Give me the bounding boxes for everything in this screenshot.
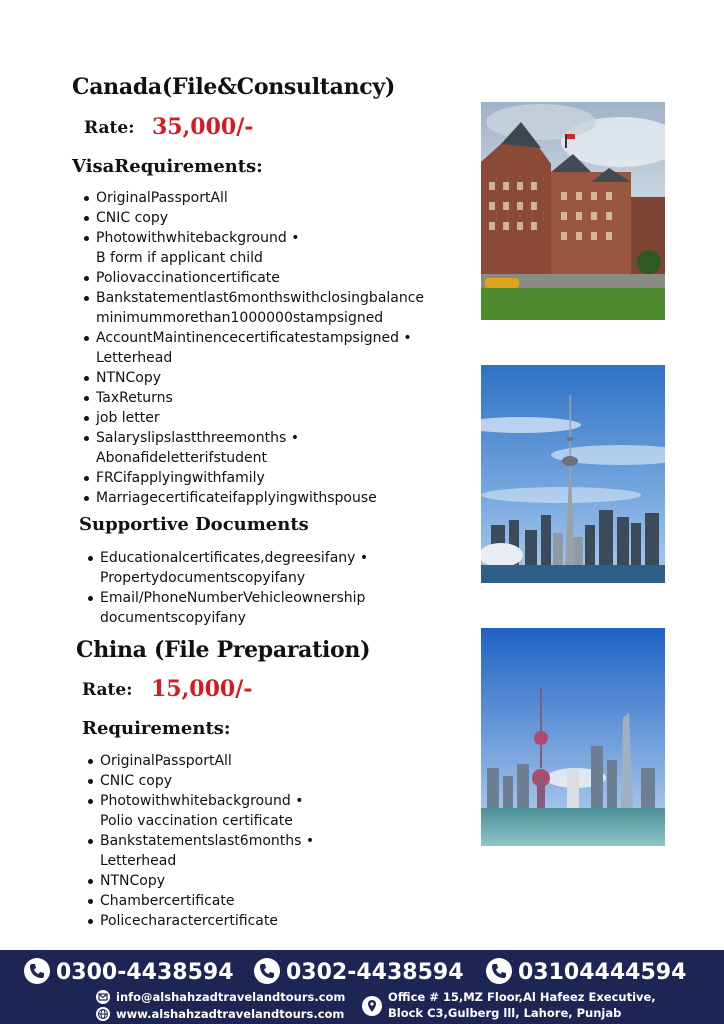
phone-3-text: 03104444594	[518, 960, 687, 985]
list-item-text: Salaryslipslastthreemonths •	[96, 430, 299, 446]
location-icon	[362, 996, 382, 1016]
list-item	[82, 408, 462, 428]
canada-supportive-list	[86, 548, 466, 628]
canada-rate-value: 35,000/-	[152, 114, 254, 140]
list-item	[86, 911, 466, 931]
list-item-text-continued: Propertydocumentscopyifany	[100, 570, 306, 586]
list-item-text-continued: B form if applicant child	[96, 250, 263, 266]
address-line-1: Office # 15,MZ Floor,Al Hafeez Executive,	[388, 990, 656, 1004]
email-link[interactable]	[96, 990, 345, 1005]
canada-supportive-title: Supportive Documents	[79, 514, 309, 535]
list-item	[82, 468, 462, 488]
list-item-text: Poliovaccinationcertificate	[96, 270, 280, 286]
email-text: info@alshahzadtravelandtours.com	[116, 990, 346, 1004]
canada-requirements-list	[82, 188, 462, 508]
phone-icon	[24, 958, 50, 984]
list-item	[82, 228, 462, 268]
list-item-text-continued: Abonafideletterifstudent	[96, 450, 267, 466]
canada-requirements-title: VisaRequirements:	[72, 156, 263, 177]
list-item-text-continued: Polio vaccination certificate	[100, 813, 293, 829]
list-item-text-continued: documentscopyifany	[100, 610, 246, 626]
list-item	[82, 188, 462, 208]
list-item-text: Chambercertificate	[100, 893, 235, 909]
list-item	[82, 268, 462, 288]
list-item-text: OriginalPassportAll	[100, 753, 232, 769]
phone-2-text: 0302-4438594	[286, 960, 464, 985]
china-rate-value: 15,000/-	[151, 676, 253, 702]
list-item-text-continued: Letterhead	[96, 350, 173, 366]
list-item-text: NTNCopy	[96, 370, 162, 386]
list-item	[86, 751, 466, 771]
list-item-text-continued: minimummorethan1000000stampsigned	[96, 310, 384, 326]
list-item-text: NTNCopy	[100, 873, 166, 889]
list-item	[86, 588, 466, 628]
list-item-text: TaxReturns	[96, 390, 173, 406]
canada-rate-label: Rate:	[84, 118, 135, 138]
list-item-text: CNIC copy	[100, 773, 173, 789]
list-item-text: Bankstatementlast6monthswithclosingbalance	[96, 290, 425, 306]
list-item-text: Email/PhoneNumberVehicleownership	[100, 590, 366, 606]
list-item	[82, 208, 462, 228]
list-item-text: job letter	[96, 410, 160, 426]
list-item	[82, 488, 462, 508]
address-line-2: Block C3,Gulberg lll, Lahore, Punjab	[388, 1006, 622, 1020]
phone-icon	[486, 958, 512, 984]
list-item-text: CNIC copy	[96, 210, 169, 226]
list-item-text: Bankstatementslast6months •	[100, 833, 315, 849]
canada-title: Canada(File&Consultancy)	[72, 74, 395, 100]
list-item-text: Marriagecertificateifapplyingwithspouse	[96, 490, 377, 506]
list-item	[82, 428, 462, 468]
china-requirements-list	[86, 751, 466, 931]
list-item	[82, 288, 462, 328]
list-item	[86, 871, 466, 891]
list-item-text: Photowithwhitebackground •	[100, 793, 304, 809]
shanghai-photo	[481, 628, 665, 846]
china-rate-label: Rate:	[82, 680, 133, 700]
globe-icon	[96, 1007, 110, 1021]
list-item-text: OriginalPassportAll	[96, 190, 228, 206]
footer	[0, 950, 724, 1024]
cn-tower-photo	[481, 365, 665, 583]
list-item	[86, 771, 466, 791]
list-item	[82, 328, 462, 368]
phone-1[interactable]	[24, 958, 234, 985]
hotel-photo	[481, 102, 665, 320]
phone-icon	[254, 958, 280, 984]
china-requirements-title: Requirements:	[82, 718, 231, 739]
china-title: China (File Preparation)	[76, 637, 371, 663]
list-item-text-continued: Letterhead	[100, 853, 177, 869]
phone-2[interactable]	[254, 958, 464, 985]
list-item	[86, 791, 466, 831]
list-item	[86, 831, 466, 871]
website-text: www.alshahzadtravelandtours.com	[116, 1007, 345, 1021]
list-item-text: FRCifapplyingwithfamily	[96, 470, 265, 486]
list-item	[82, 368, 462, 388]
website-link[interactable]	[96, 1007, 344, 1022]
list-item-text: AccountMaintinencecertificatestampsigned •	[96, 330, 412, 346]
phone-1-text: 0300-4438594	[56, 960, 234, 985]
list-item	[86, 548, 466, 588]
list-item-text: Photowithwhitebackground •	[96, 230, 300, 246]
list-item-text: Policecharactercertificate	[100, 913, 278, 929]
list-item	[82, 388, 462, 408]
list-item-text: Educationalcertificates,degreesifany •	[100, 550, 369, 566]
phone-3[interactable]	[486, 958, 686, 985]
email-icon	[96, 990, 110, 1004]
list-item	[86, 891, 466, 911]
